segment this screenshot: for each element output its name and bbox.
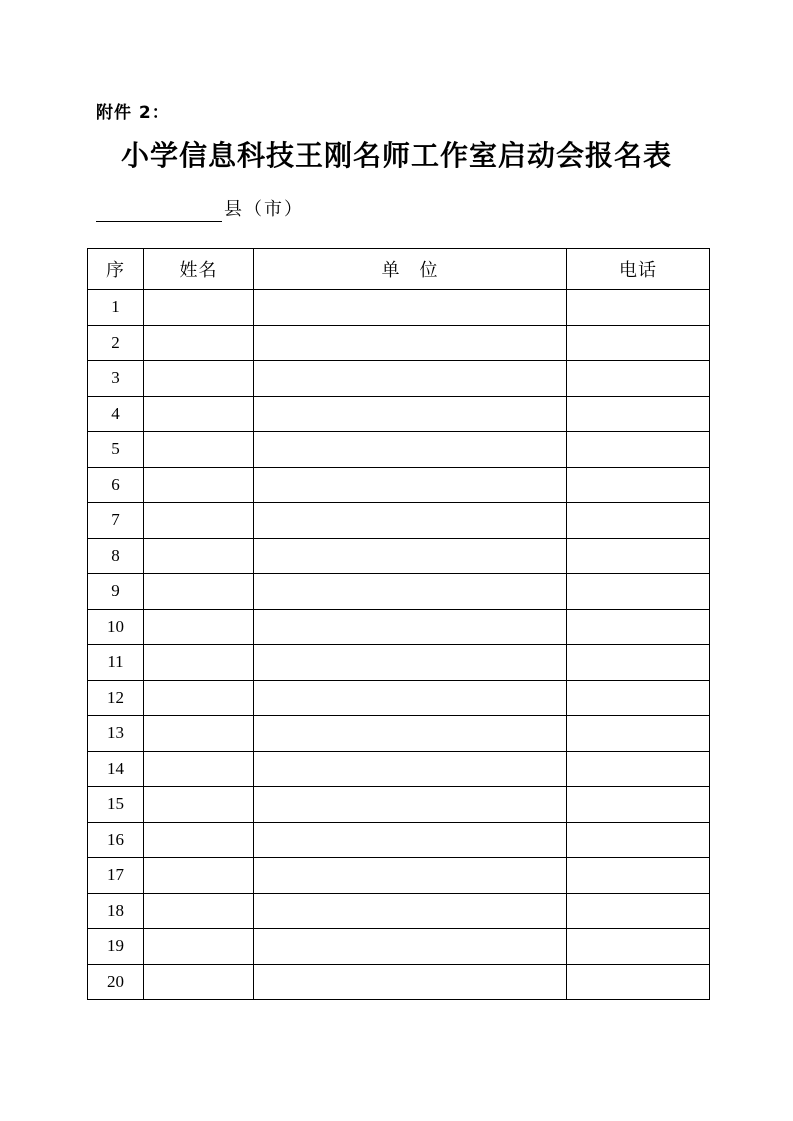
unit-cell[interactable] xyxy=(254,858,567,894)
row-seq-number: 14 xyxy=(88,751,144,787)
phone-cell[interactable] xyxy=(567,503,710,539)
row-seq-number: 7 xyxy=(88,503,144,539)
unit-cell[interactable] xyxy=(254,467,567,503)
table-row xyxy=(88,396,710,432)
phone-cell[interactable] xyxy=(567,822,710,858)
unit-cell[interactable] xyxy=(254,396,567,432)
row-seq-number: 5 xyxy=(88,432,144,468)
name-cell[interactable] xyxy=(144,964,254,1000)
county-field xyxy=(96,194,304,222)
county-blank-line[interactable] xyxy=(96,199,222,222)
name-cell[interactable] xyxy=(144,929,254,965)
name-cell[interactable] xyxy=(144,787,254,823)
table-row xyxy=(88,538,710,574)
registration-table xyxy=(87,248,710,1000)
table-row xyxy=(88,680,710,716)
table-row xyxy=(88,716,710,752)
unit-cell[interactable] xyxy=(254,680,567,716)
name-cell[interactable] xyxy=(144,325,254,361)
table-row xyxy=(88,574,710,610)
row-seq-number: 2 xyxy=(88,325,144,361)
phone-cell[interactable] xyxy=(567,361,710,397)
header-phone: 电话 xyxy=(567,249,710,290)
unit-cell[interactable] xyxy=(254,290,567,326)
header-seq: 序 xyxy=(88,249,144,290)
phone-cell[interactable] xyxy=(567,290,710,326)
table-row xyxy=(88,432,710,468)
phone-cell[interactable] xyxy=(567,751,710,787)
row-seq-number: 8 xyxy=(88,538,144,574)
form-title: 小学信息科技王刚名师工作室启动会报名表 xyxy=(120,139,672,172)
phone-cell[interactable] xyxy=(567,609,710,645)
header-unit: 单 位 xyxy=(254,249,567,290)
unit-cell[interactable] xyxy=(254,893,567,929)
name-cell[interactable] xyxy=(144,432,254,468)
table-row xyxy=(88,929,710,965)
phone-cell[interactable] xyxy=(567,858,710,894)
name-cell[interactable] xyxy=(144,822,254,858)
table-row xyxy=(88,645,710,681)
name-cell[interactable] xyxy=(144,893,254,929)
table-row xyxy=(88,822,710,858)
unit-cell[interactable] xyxy=(254,822,567,858)
unit-cell[interactable] xyxy=(254,716,567,752)
phone-cell[interactable] xyxy=(567,787,710,823)
table-body xyxy=(88,290,710,1000)
name-cell[interactable] xyxy=(144,503,254,539)
unit-cell[interactable] xyxy=(254,361,567,397)
unit-cell[interactable] xyxy=(254,503,567,539)
table-row xyxy=(88,787,710,823)
row-seq-number: 10 xyxy=(88,609,144,645)
name-cell[interactable] xyxy=(144,290,254,326)
row-seq-number: 20 xyxy=(88,964,144,1000)
row-seq-number: 15 xyxy=(88,787,144,823)
row-seq-number: 17 xyxy=(88,858,144,894)
name-cell[interactable] xyxy=(144,680,254,716)
unit-cell[interactable] xyxy=(254,964,567,1000)
unit-cell[interactable] xyxy=(254,574,567,610)
phone-cell[interactable] xyxy=(567,964,710,1000)
unit-cell[interactable] xyxy=(254,645,567,681)
table-row xyxy=(88,751,710,787)
name-cell[interactable] xyxy=(144,538,254,574)
table-row xyxy=(88,290,710,326)
unit-cell[interactable] xyxy=(254,751,567,787)
phone-cell[interactable] xyxy=(567,574,710,610)
table-row xyxy=(88,858,710,894)
header-name: 姓名 xyxy=(144,249,254,290)
phone-cell[interactable] xyxy=(567,396,710,432)
row-seq-number: 1 xyxy=(88,290,144,326)
row-seq-number: 9 xyxy=(88,574,144,610)
table-row xyxy=(88,893,710,929)
phone-cell[interactable] xyxy=(567,538,710,574)
phone-cell[interactable] xyxy=(567,467,710,503)
phone-cell[interactable] xyxy=(567,929,710,965)
row-seq-number: 6 xyxy=(88,467,144,503)
row-seq-number: 13 xyxy=(88,716,144,752)
row-seq-number: 16 xyxy=(88,822,144,858)
unit-cell[interactable] xyxy=(254,538,567,574)
phone-cell[interactable] xyxy=(567,645,710,681)
table-header-row xyxy=(88,249,710,290)
unit-cell[interactable] xyxy=(254,787,567,823)
phone-cell[interactable] xyxy=(567,893,710,929)
name-cell[interactable] xyxy=(144,716,254,752)
phone-cell[interactable] xyxy=(567,680,710,716)
row-seq-number: 3 xyxy=(88,361,144,397)
row-seq-number: 18 xyxy=(88,893,144,929)
unit-cell[interactable] xyxy=(254,432,567,468)
phone-cell[interactable] xyxy=(567,325,710,361)
table-row xyxy=(88,964,710,1000)
name-cell[interactable] xyxy=(144,609,254,645)
table-row xyxy=(88,609,710,645)
table-row xyxy=(88,467,710,503)
table-row xyxy=(88,503,710,539)
name-cell[interactable] xyxy=(144,467,254,503)
unit-cell[interactable] xyxy=(254,325,567,361)
name-cell[interactable] xyxy=(144,645,254,681)
table-row xyxy=(88,325,710,361)
name-cell[interactable] xyxy=(144,396,254,432)
unit-cell[interactable] xyxy=(254,929,567,965)
row-seq-number: 19 xyxy=(88,929,144,965)
row-seq-number: 12 xyxy=(88,680,144,716)
name-cell[interactable] xyxy=(144,751,254,787)
name-cell[interactable] xyxy=(144,574,254,610)
name-cell[interactable] xyxy=(144,361,254,397)
table-row xyxy=(88,361,710,397)
phone-cell[interactable] xyxy=(567,716,710,752)
county-label: 县（市） xyxy=(224,199,304,220)
row-seq-number: 4 xyxy=(88,396,144,432)
name-cell[interactable] xyxy=(144,858,254,894)
attachment-label: 附件 2： xyxy=(96,103,170,123)
phone-cell[interactable] xyxy=(567,432,710,468)
unit-cell[interactable] xyxy=(254,609,567,645)
row-seq-number: 11 xyxy=(88,645,144,681)
